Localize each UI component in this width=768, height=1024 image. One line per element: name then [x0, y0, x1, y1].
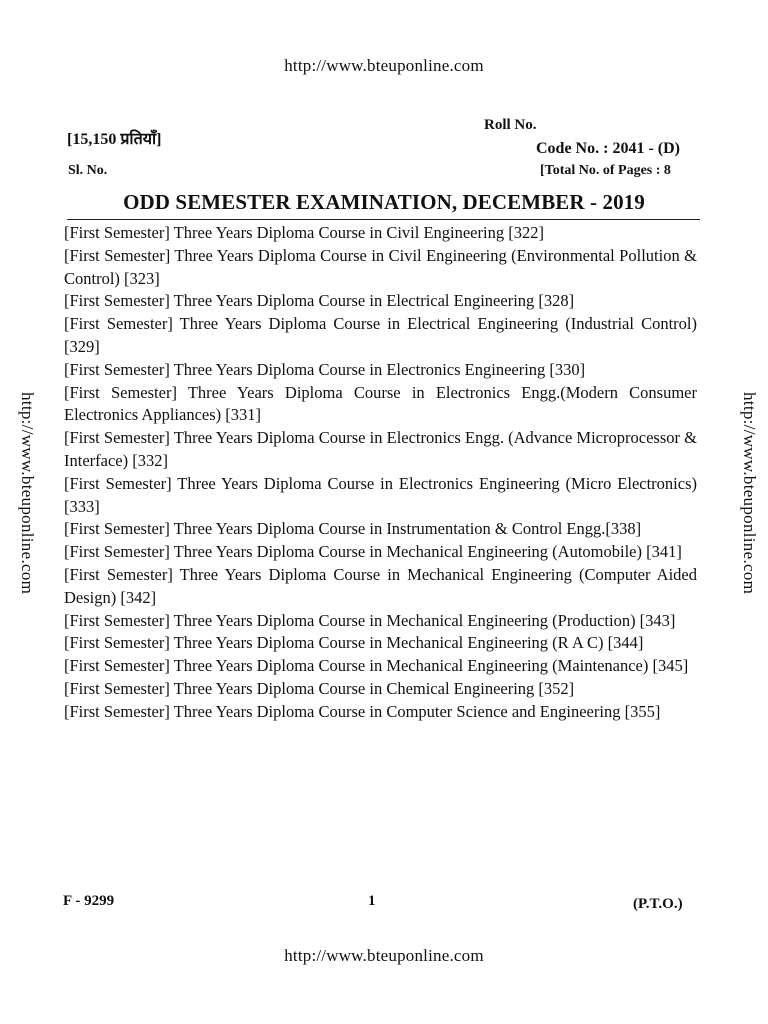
roll-number-label: Roll No. [484, 117, 537, 133]
course-list [64, 222, 697, 724]
course-entry: [First Semester] Three Years Diploma Course in Instrumentation & Control Engg.[338] [64, 519, 642, 539]
course-entry: [First Semester] Three Years Diploma Course in Electrical Engineering [328] [64, 291, 575, 311]
course-entry: [First Semester] Three Years Diploma Course in Mechanical Engineering (Automobile) [341] [64, 542, 682, 562]
watermark-url-top: http://www.bteuponline.com [284, 56, 484, 75]
course-entry: [First Semester] Three Years Diploma Course in Computer Science and Engineering [355] [64, 701, 661, 721]
page-number: 1 [368, 893, 376, 909]
course-entry: [First Semester] Three Years Diploma Course in Mechanical Engineering (Production) [343] [64, 610, 676, 630]
course-entry: [First Semester] Three Years Diploma Course in Chemical Engineering [352] [64, 678, 575, 698]
title-rule [67, 219, 700, 220]
course-entry: [First Semester] Three Years Diploma Course in Electrical Engineering (Industrial Control) [329] [64, 314, 697, 356]
serial-number-label: Sl. No. [68, 163, 108, 178]
course-entry: [First Semester] Three Years Diploma Course in Electronics Engg. (Advance Microprocessor & Interface) [332] [64, 428, 697, 470]
watermark-url-left: http://www.bteuponline.com [18, 392, 37, 595]
course-entry: [First Semester] Three Years Diploma Course in Civil Engineering (Environmental Pollution & Control) [323] [64, 245, 697, 288]
course-entry: [First Semester] Three Years Diploma Course in Mechanical Engineering (Computer Aided Design) [342] [64, 564, 697, 607]
course-entry: [First Semester] Three Years Diploma Course in Electronics Engineering [330] [64, 359, 586, 379]
total-pages: [Total No. of Pages : 8 [540, 163, 671, 178]
watermark-url-right: http://www.bteuponline.com [740, 392, 759, 595]
course-entry: [First Semester] Three Years Diploma Course in Electronics Engineering (Micro Electronics) [333] [64, 473, 697, 516]
course-entry: [First Semester] Three Years Diploma Course in Mechanical Engineering (Maintenance) [345] [64, 656, 689, 676]
course-entry: [First Semester] Three Years Diploma Course in Electronics Engg.(Modern Consumer Electronics Appliances) [331] [64, 382, 697, 425]
course-entry: [First Semester] Three Years Diploma Course in Mechanical Engineering (R A C) [344] [64, 633, 644, 653]
code-number: Code No. : 2041 - (D) [536, 140, 680, 157]
course-entry: [First Semester] Three Years Diploma Course in Civil Engineering [322] [64, 223, 544, 242]
watermark-url-bottom: http://www.bteuponline.com [284, 946, 484, 965]
pto-label: (P.T.O.) [633, 896, 683, 912]
copies-count: [15,150 प्रतियाँ] [67, 131, 162, 148]
paper-code: F - 9299 [63, 893, 115, 909]
exam-title: ODD SEMESTER EXAMINATION, DECEMBER - 2019 [123, 190, 645, 214]
